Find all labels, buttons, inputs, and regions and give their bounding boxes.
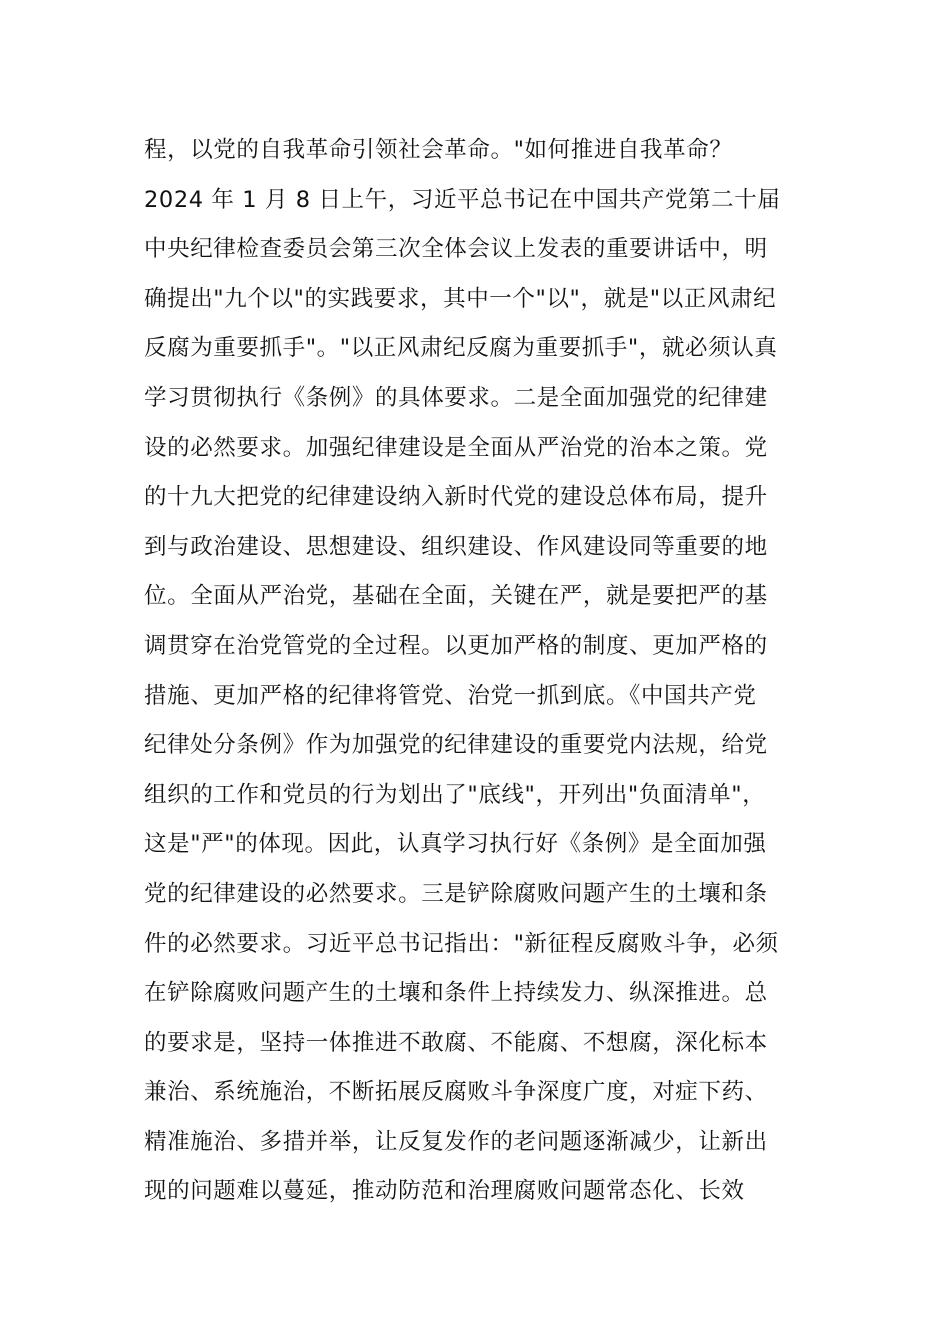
text-line: 调贯穿在治党管党的全过程。以更加严格的制度、更加严格的: [144, 632, 768, 659]
text-line: 中央纪律检查委员会第三次全体会议上发表的重要讲话中，明: [144, 236, 768, 263]
body-text: [144, 126, 814, 1217]
text-line: 在铲除腐败问题产生的土壤和条件上持续发力、纵深推进。总: [144, 980, 768, 1007]
text-line: 的十九大把党的纪律建设纳入新时代党的建设总体布局，提升: [144, 484, 768, 511]
text-line: 件的必然要求。习近平总书记指出："新征程反腐败斗争，必须: [144, 930, 779, 957]
text-line: 精准施治、多措并举，让反复发作的老问题逐渐减少，让新出: [144, 1128, 768, 1155]
text-line: 措施、更加严格的纪律将管党、治党一抓到底。《中国共产党: [144, 682, 757, 709]
text-line: 党的纪律建设的必然要求。三是铲除腐败问题产生的土壤和条: [144, 880, 768, 907]
text-line: 现的问题难以蔓延，推动防范和治理腐败问题常态化、长效: [144, 1178, 745, 1205]
text-line: 反腐为重要抓手"。"以正风肃纪反腐为重要抓手"，就必须认真: [144, 335, 778, 362]
text-line: 程，以党的自我革命引领社会革命。"如何推进自我革命？: [144, 137, 733, 163]
text-line: 纪律处分条例》作为加强党的纪律建设的重要党内法规，给党: [144, 732, 768, 759]
text-line: 这是"严"的体现。因此，认真学习执行好《条例》是全面加强: [144, 831, 767, 858]
text-line: 学习贯彻执行《条例》的具体要求。二是全面加强党的纪律建: [144, 384, 768, 411]
text-line: 的要求是，坚持一体推进不敢腐、不能腐、不想腐，深化标本: [144, 1029, 768, 1056]
text-line: 位。全面从严治党，基础在全面，关键在严，就是要把严的基: [144, 583, 768, 610]
text-line: 组织的工作和党员的行为划出了"底线"，开列出"负面清单"，: [144, 781, 766, 808]
text-line: 兼治、系统施治，不断拓展反腐败斗争深度广度，对症下药、: [144, 1079, 768, 1106]
text-line: 设的必然要求。加强纪律建设是全面从严治党的治本之策。党: [144, 434, 768, 461]
text-line: 2024 年 1 月 8 日上午，习近平总书记在中国共产党第二十届: [144, 186, 781, 213]
text-line: 到与政治建设、思想建设、组织建设、作风建设同等重要的地: [144, 533, 768, 560]
text-line: 确提出"九个以"的实践要求，其中一个"以"，就是"以正风肃纪: [144, 285, 777, 312]
